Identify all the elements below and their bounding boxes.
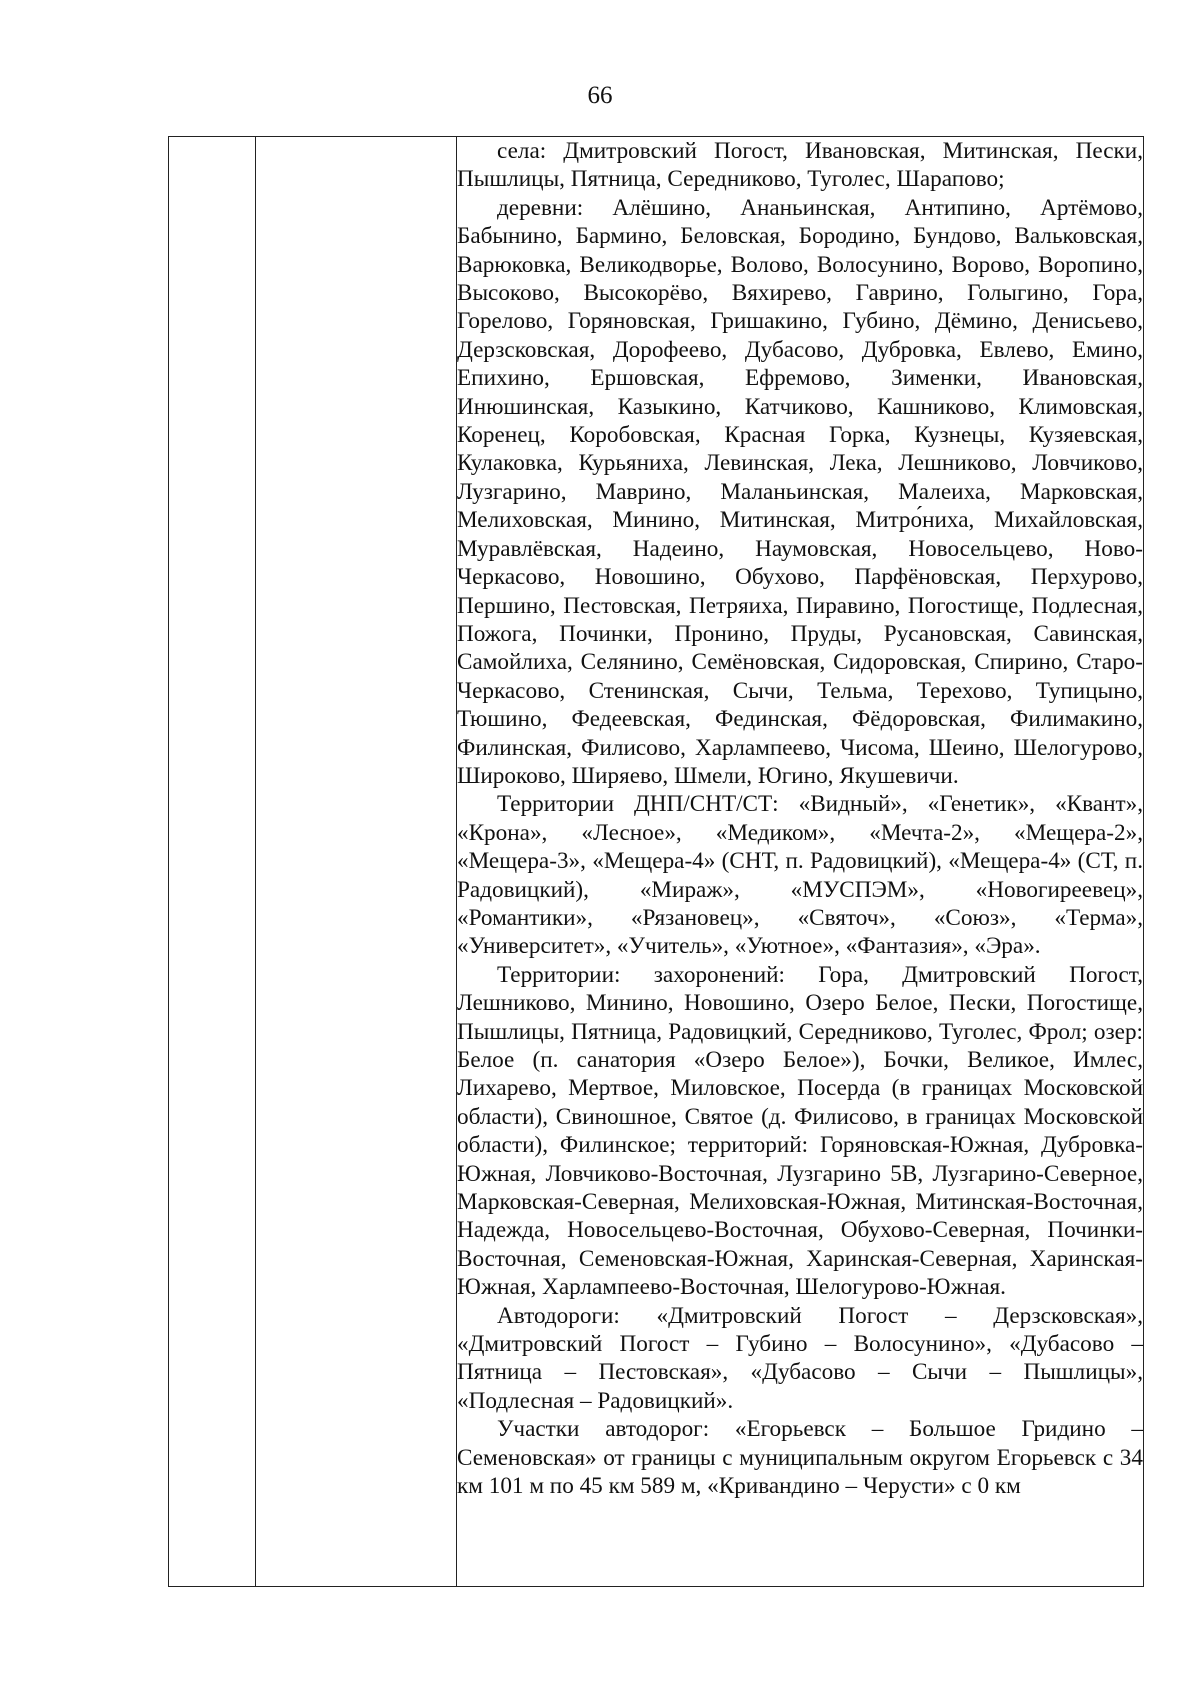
- paragraph-territories: Территории: захоронений: Гора, Дмитровский Погост, Лешниково, Минино, Новошино, Озеро Белое, Пески, Погостище, Пышлицы, Пятница, Радовицкий, Середниково, Туголес, Фрол; озер: Белое (п. санатория «Озеро Белое»), Бочки, Великое, Имлес, Лихарево, Мертвое, Миловское, Посерда (в границах Московской области), Свиношное, Святое (д. Филисово, в границах Московской области), Филинское; территорий: Горяновская-Южная, Дубровка-Южная, Ловчиково-Восточная, Лузгарино 5В, Лузгарино-Северное, Марковская-Северная, Мелиховская-Южная, Митинская-Восточная, Надежда, Новосельцево-Восточная, Обухово-Северная, Починки-Восточная, Семеновская-Южная, Харинская-Северная, Харинская-Южная, Харлампеево-Восточная, Шелогурово-Южная.: [457, 961, 1143, 1301]
- empty-cell-name: [256, 137, 457, 1587]
- content-cell: [457, 137, 1144, 1587]
- paragraph-hamlets: деревни: Алёшино, Ананьинская, Антипино, Артёмово, Бабынино, Бармино, Беловская, Бородино, Бундово, Вальковская, Варюковка, Великодворье, Волово, Волосунино, Ворово, Воропино, Высоково, Высокорёво, Вяхирево, Гаврино, Голыгино, Гора, Горелово, Горяновская, Гришакино, Губино, Дёмино, Денисьево, Дерзсковская, Дорофеево, Дубасово, Дубровка, Евлево, Емино, Епихино, Ершовская, Ефремово, Зименки, Ивановская, Инюшинская, Казыкино, Катчиково, Кашниково, Климовская, Коренец, Коробовская, Красная Горка, Кузнецы, Кузяевская, Кулаковка, Курьяниха, Левинская, Лека, Лешниково, Ловчиково, Лузгарино, Маврино, Маланьинская, Малеиха, Марковская, Мелиховская, Минино, Митинская, Митро́ниха, Михайловская, Муравлёвская, Надеино, Наумовская, Новосельцево, Ново-Черкасово, Новошино, Обухово, Парфёновская, Перхурово, Першино, Пестовская, Петряиха, Пиравино, Погостище, Подлесная, Пожога, Починки, Пронино, Пруды, Русановская, Савинская, Самойлиха, Селянино, Семёновская, Сидоровская, Спирино, Старо-Черкасово, Стенинская, Сычи, Тельма, Терехово, Тупицыно, Тюшино, Федеевская, Фединская, Фёдоровская, Филимакино, Филинская, Филисово, Харлампеево, Чисома, Шеино, Шелогурово, Широково, Ширяево, Шмели, Югино, Якушевичи.: [457, 194, 1143, 789]
- paragraph-villages: села: Дмитровский Погост, Ивановская, Митинская, Пески, Пышлицы, Пятница, Середниково, Туголес, Шарапово;: [457, 138, 1143, 193]
- paragraph-road-sections: Участки автодорог: «Егорьевск – Большое Гридино – Семеновская» от границы с муниципальным округом Егорьевск с 34 км 101 м по 45 км 589 м, «Кривандино – Черусти» с 0 км: [457, 1416, 1143, 1500]
- document-table: [168, 136, 1144, 1587]
- table-row: [169, 137, 1144, 1587]
- empty-cell-number: [169, 137, 256, 1587]
- paragraph-roads: Автодороги: «Дмитровский Погост – Дерзсковская», «Дмитровский Погост – Губино – Волосунино», «Дубасово – Пятница – Пестовская», «Дубасово – Сычи – Пышлицы», «Подлесная – Радовицкий».: [457, 1302, 1143, 1414]
- paragraph-dacha-territories: Территории ДНП/СНТ/СТ: «Видный», «Генетик», «Квант», «Крона», «Лесное», «Медиком», «Мечта-2», «Мещера-2», «Мещера-3», «Мещера-4» (СНТ, п. Радовицкий), «Мещера-4» (СТ, п. Радовицкий), «Мираж», «МУСПЭМ», «Новогиреевец», «Романтики», «Рязановец», «Святоч», «Союз», «Терма», «Университет», «Учитель», «Уютное», «Фантазия», «Эра».: [457, 791, 1143, 960]
- page-number: 66: [587, 82, 613, 109]
